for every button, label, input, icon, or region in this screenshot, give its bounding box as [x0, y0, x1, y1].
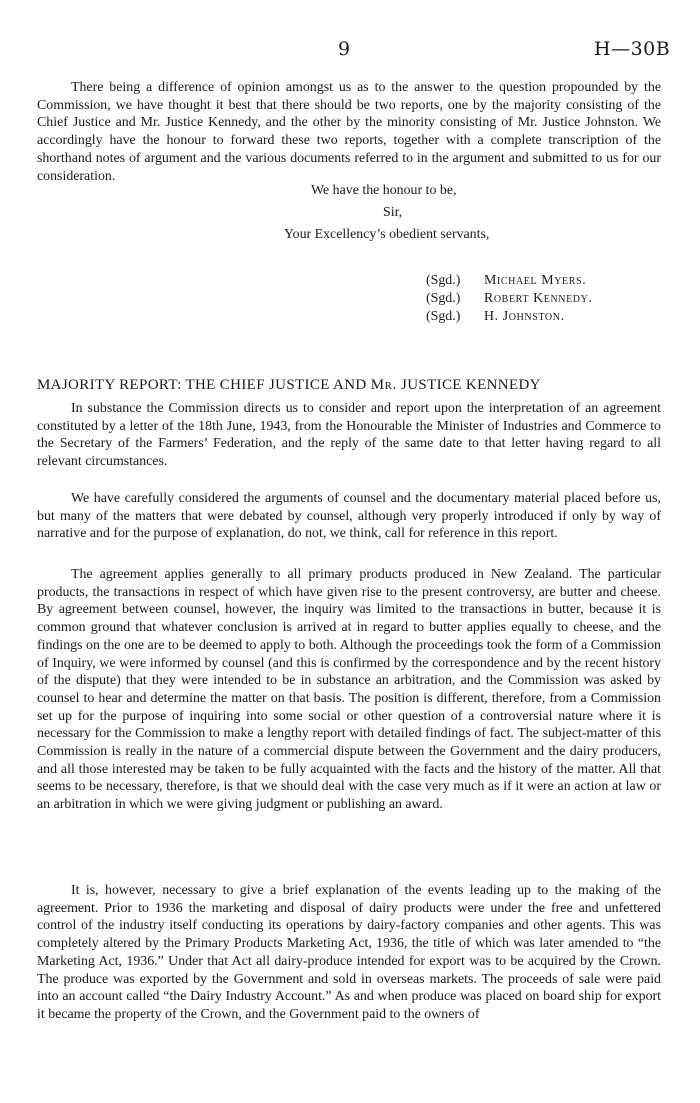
- signature-line: [426, 273, 593, 291]
- report-paragraph-text: It is, however, necessary to give a brief explanation of the events leading up to the making of the agreement. Prior to 1936 the marketing and disposal of dairy products were under the free and unfettered control of the industry itself conducting its operations by dairy-factory companies and other agents. This was completely altered by the Primary Products Marketing Act, 1936, the title of which was later amended to “the Marketing Act, 1936.” Under that Act all dairy-produce intended for export was to be acquired by the Crown. The produce was exported by the Government and sold in overseas markets. The proceeds of sale were paid into an account called “the Dairy Industry Account.” As and when produce was placed on board ship for export it became the property of the Crown, and the Government paid to the owners of: [37, 883, 661, 1022]
- signature-line: [426, 309, 593, 327]
- report-paragraph-4: [37, 882, 661, 1024]
- signatory-name: Michael Myers.: [484, 273, 587, 288]
- majority-report-heading: [37, 377, 663, 394]
- report-paragraph-text: In substance the Commission directs us to consider and report upon the interpretation of an agreement constituted by a letter of the 18th June, 1943, from the Honourable the Minister of Industries and Commerce to the Secretary of the Farmers’ Federation, and the reply of the same date to that letter having regard to all relevant circumstances.: [37, 401, 661, 470]
- signature-block: [426, 273, 593, 327]
- heading-main: MAJORITY REPORT: THE CHIEF JUSTICE AND: [37, 377, 371, 393]
- document-reference: H—30B: [594, 38, 671, 60]
- intro-paragraph-text: There being a difference of opinion amongst us as to the answer to the question propounded by the Commission, we have thought it best that there should be two reports, one by the majority consisting of the Chief Justice and Mr. Justice Kennedy, and the other by the minority consisting of Mr. Justice Johnston. We accordingly have the honour to forward these two reports, together with a complete transcription of the shorthand notes of argument and the various documents referred to in the argument and submitted to us for our consideration.: [37, 80, 661, 184]
- report-paragraph-1: [37, 400, 661, 471]
- signature-prefix: (Sgd.): [426, 291, 461, 306]
- signatory-name: H. Johnston.: [484, 309, 565, 324]
- report-paragraph-text: We have carefully considered the arguments of counsel and the documentary material placed before us, but many of the matters that were debated by counsel, although very properly introduced if only by way of narrative and for the purpose of explanation, do not, we think, call for reference in this report.: [37, 491, 661, 542]
- intro-paragraph: [37, 79, 661, 185]
- signatory-name: Robert Kennedy.: [484, 291, 593, 306]
- report-paragraph-text: The agreement applies generally to all primary products produced in New Zealand. The particular products, the transactions in respect of which have given rise to the present controversy, are butter and cheese. By agreement between counsel, however, the inquiry was limited to the transactions in butter, because it is common ground that whatever conclusion is arrived at in regard to butter applies equally to cheese, and the findings on the one are to be deemed to apply to both. Although the proceedings took the form of a Commission of Inquiry, we were informed by counsel (and this is confirmed by the correspondence and by the recent history of the dispute) that they were intended to be in substance an arbitration, and the Commission was asked by counsel to hear and determine the matter on that basis. The position is different, therefore, from a Commission set up for the purpose of inquiring into some social or other question of a controversial nature where it is necessary for the Commission to make a lengthy report with detailed findings of fact. The subject-matter of this Commission is really in the nature of a commercial dispute between the Government and the dairy producers, and all those interested may be taken to be fully acquainted with the facts and the history of the matter. All that seems to be necessary, therefore, is that we should deal with the case very much as if it were an action at law or an arbitration in which we were giving judgment or publishing an award.: [37, 567, 661, 813]
- report-paragraph-2: [37, 490, 661, 543]
- signature-prefix: (Sgd.): [426, 273, 461, 288]
- closing-line-3: Your Excellency’s obedient servants,: [284, 227, 490, 242]
- closing-line-2: Sir,: [383, 205, 403, 220]
- signature-line: [426, 291, 593, 309]
- page-number: 9: [338, 38, 351, 60]
- report-paragraph-3: [37, 566, 661, 814]
- closing-line-1: We have the honour to be,: [311, 183, 457, 198]
- signature-prefix: (Sgd.): [426, 309, 461, 324]
- heading-title: Mr.: [370, 377, 397, 393]
- heading-tail: JUSTICE KENNEDY: [396, 377, 541, 393]
